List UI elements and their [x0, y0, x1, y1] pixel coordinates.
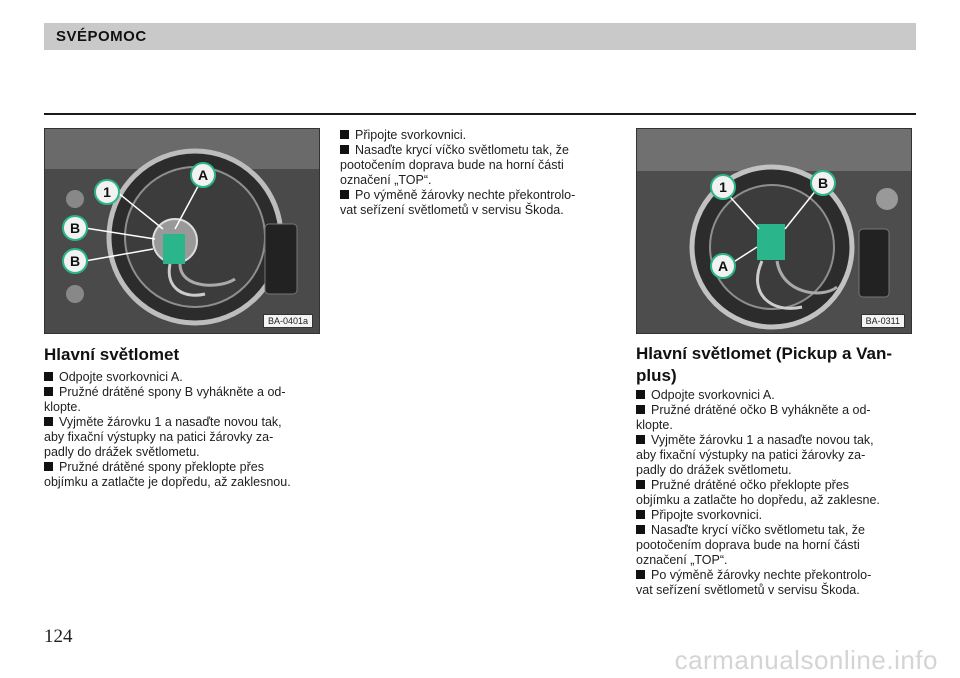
bullet-square-icon [44, 462, 53, 471]
instruction-continuation [44, 400, 324, 415]
instruction-text: Po výměně žárovky nechte překontrolo- [355, 188, 576, 202]
instruction-continuation [636, 538, 916, 553]
instruction-step [636, 508, 916, 523]
instruction-step [44, 415, 324, 430]
instruction-text: pootočením doprava bude na horní části [636, 538, 860, 552]
instruction-text: aby fixační výstupky na patici žárovky za- [636, 448, 866, 462]
left-heading: Hlavní světlomet [44, 345, 180, 364]
instruction-continuation [636, 493, 916, 508]
headlight-illustration-right [637, 129, 911, 333]
instruction-text: klopte. [44, 400, 81, 414]
bullet-square-icon [636, 570, 645, 579]
callout-b1-left: B [69, 220, 81, 236]
bullet-square-icon [636, 510, 645, 519]
instruction-text: objímku a zatlačte ho dopředu, až zaklesne. [636, 493, 880, 507]
instruction-step [44, 460, 324, 475]
instruction-text: klopte. [636, 418, 673, 432]
instruction-continuation [340, 203, 620, 218]
instruction-text: označení „TOP“. [636, 553, 728, 567]
instruction-step [44, 385, 324, 400]
instruction-text: Připojte svorkovnici. [651, 508, 763, 522]
watermark: carmanualsonline.info [674, 645, 938, 675]
callout-1-right: 1 [719, 179, 727, 195]
headlight-illustration-left [45, 129, 319, 333]
right-heading-line1: Hlavní světlomet (Pickup a Van- [636, 344, 893, 363]
callout-a-right: A [717, 258, 729, 274]
instruction-text: objímku a zatlačte je dopředu, až zaklesnou. [44, 475, 291, 489]
instruction-text: padly do drážek světlometu. [44, 445, 200, 459]
instruction-text: Vyjměte žárovku 1 a nasaďte novou tak, [651, 433, 874, 447]
bullet-square-icon [44, 387, 53, 396]
instruction-text: Pružné drátěné spony překlopte přes [59, 460, 264, 474]
figure-id-right: BA-0311 [861, 314, 905, 328]
instruction-text: Nasaďte krycí víčko světlometu tak, že [355, 143, 570, 157]
headlight-photo-right [636, 128, 912, 334]
instruction-continuation [340, 158, 620, 173]
instruction-text: Pružné drátěné očko překlopte přes [651, 478, 850, 492]
instruction-text: Nasaďte krycí víčko světlometu tak, že [651, 523, 866, 537]
instruction-continuation [44, 430, 324, 445]
instruction-text: Po výměně žárovky nechte překontrolo- [651, 568, 872, 582]
instruction-continuation [636, 448, 916, 463]
instruction-text: vat seřízení světlometů v servisu Škoda. [340, 203, 564, 217]
callout-a-left: A [197, 167, 209, 183]
instruction-text: padly do drážek světlometu. [636, 463, 792, 477]
instruction-text: pootočením doprava bude na horní části [340, 158, 564, 172]
page-number: 124 [44, 626, 73, 647]
instruction-continuation [44, 445, 324, 460]
instruction-continuation [636, 553, 916, 568]
instruction-step [340, 188, 620, 203]
instruction-continuation [636, 463, 916, 478]
instruction-step [636, 403, 916, 418]
instruction-step [636, 568, 916, 583]
left-instructions [44, 370, 324, 490]
section-header-bar [44, 23, 916, 50]
instruction-step [340, 143, 620, 158]
figure-id-left: BA-0401a [263, 314, 313, 328]
horizontal-rule [44, 113, 916, 115]
bullet-square-icon [340, 190, 349, 199]
instruction-step [636, 478, 916, 493]
instruction-text: Vyjměte žárovku 1 a nasaďte novou tak, [59, 415, 282, 429]
instruction-text: označení „TOP“. [340, 173, 432, 187]
instruction-text: Připojte svorkovnici. [355, 128, 467, 142]
instruction-text: Pružné drátěné spony B vyhákněte a od- [59, 385, 286, 399]
instruction-text: Pružné drátěné očko B vyhákněte a od- [651, 403, 871, 417]
bullet-square-icon [44, 372, 53, 381]
headlight-photo-left [44, 128, 320, 334]
right-instructions [636, 388, 916, 598]
callout-b-right: B [817, 175, 829, 191]
instruction-step [636, 388, 916, 403]
bullet-square-icon [340, 145, 349, 154]
bullet-square-icon [636, 405, 645, 414]
instruction-text: aby fixační výstupky na patici žárovky za- [44, 430, 274, 444]
instruction-step [636, 523, 916, 538]
instruction-text: Odpojte svorkovnici A. [651, 388, 775, 402]
middle-instructions [340, 128, 620, 218]
section-title: SVÉPOMOC [56, 28, 147, 45]
instruction-step [44, 370, 324, 385]
bullet-square-icon [340, 130, 349, 139]
instruction-continuation [340, 173, 620, 188]
instruction-text: Odpojte svorkovnici A. [59, 370, 183, 384]
bullet-square-icon [636, 480, 645, 489]
instruction-continuation [44, 475, 324, 490]
instruction-step [340, 128, 620, 143]
instruction-continuation [636, 583, 916, 598]
bullet-square-icon [636, 390, 645, 399]
callout-1-left: 1 [103, 184, 111, 200]
bullet-square-icon [44, 417, 53, 426]
bullet-square-icon [636, 525, 645, 534]
bullet-square-icon [636, 435, 645, 444]
instruction-continuation [636, 418, 916, 433]
callout-b2-left: B [69, 253, 81, 269]
right-heading [636, 343, 916, 387]
right-heading-line2: plus) [636, 366, 677, 385]
instruction-text: vat seřízení světlometů v servisu Škoda. [636, 583, 860, 597]
instruction-step [636, 433, 916, 448]
